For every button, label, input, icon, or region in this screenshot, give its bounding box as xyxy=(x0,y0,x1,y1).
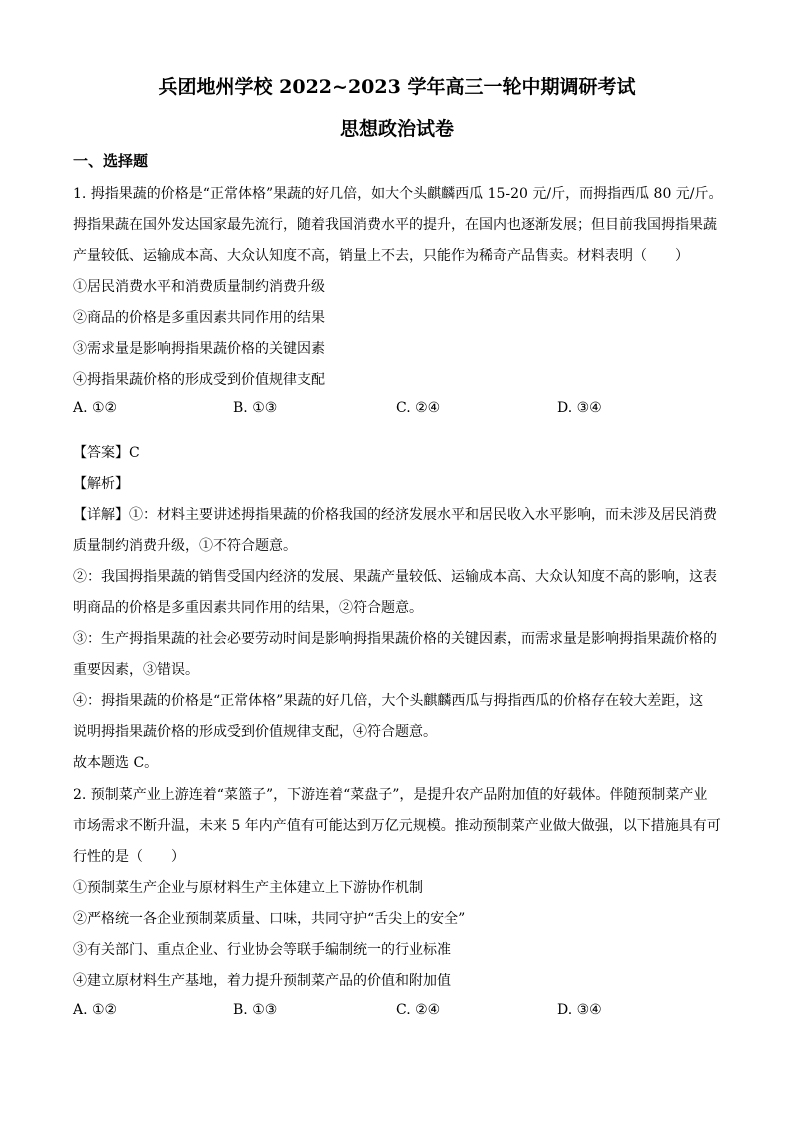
q1-detail-line: 明商品的价格是多重因素共同作用的结果，②符合题意。 xyxy=(73,600,423,616)
q1-detail-line: 【详解】①：材料主要讲述拇指果蔬的价格我国的经济发展水平和居民收入水平影响，而未涉及居民消费 xyxy=(73,507,717,523)
section-heading: 一、选择题 xyxy=(73,152,149,170)
answer-tag: 【答案】 xyxy=(73,445,129,461)
q1-detail-line: ②：我国拇指果蔬的销售受国内经济的发展、果蔬产量较低、运输成本高、大众认知度不高的影响，这表 xyxy=(73,569,717,585)
q2-statement: ④建立原材料生产基地，着力提升预制菜产品的价值和附加值 xyxy=(73,973,451,989)
q2-line: 市场需求不断升温，未来 5 年内产值有可能达到万亿元规模。推动预制菜产业做大做强，以下措施具有可 xyxy=(73,818,721,834)
q1-answer xyxy=(73,442,140,462)
q2-statement: ①预制菜生产企业与原材料生产主体建立上下游协作机制 xyxy=(73,880,423,896)
q1-conclusion: 故本题选 C。 xyxy=(73,755,159,771)
q2-option-c: C. ②④ xyxy=(396,1002,441,1018)
q2-statement: ②严格统一各企业预制菜质量、口味，共同守护“舌尖上的安全” xyxy=(73,911,466,927)
q1-detail-line: ③：生产拇指果蔬的社会必要劳动时间是影响拇指果蔬价格的关键因素，而需求量是影响拇指果蔬价格的 xyxy=(73,631,717,647)
answer-value: C xyxy=(129,445,140,461)
q1-option-d: D. ③④ xyxy=(557,400,602,416)
q1-option-c: C. ②④ xyxy=(396,400,441,416)
q1-detail-line: ④：拇指果蔬的价格是“正常体格”果蔬的好几倍，大个头麒麟西瓜与拇指西瓜的价格存在较大差距，这 xyxy=(73,693,704,709)
q2-option-a: A. ①② xyxy=(73,1002,118,1018)
q1-statement: ①居民消费水平和消费质量制约消费升级 xyxy=(73,279,325,295)
exam-title: 兵团地州学校 2022~2023 学年高三一轮中期调研考试 xyxy=(158,76,636,98)
q1-option-a: A. ①② xyxy=(73,400,118,416)
q1-detail-line: 说明拇指果蔬价格的形成受到价值规律支配，④符合题意。 xyxy=(73,724,437,740)
q1-analysis-tag: 【解析】 xyxy=(73,476,129,492)
q1-detail-line: 重要因素，③错误。 xyxy=(73,662,199,678)
q2-line: 行性的是（ ） xyxy=(73,849,185,865)
q2-option-d: D. ③④ xyxy=(557,1002,602,1018)
q2-statement: ③有关部门、重点企业、行业协会等联手编制统一的行业标准 xyxy=(73,942,451,958)
exam-subtitle: 思想政治试卷 xyxy=(339,118,454,140)
q2-option-b: B. ①③ xyxy=(233,1002,278,1018)
q1-line: 拇指果蔬在国外发达国家最先流行，随着我国消费水平的提升，在国内也逐渐发展；但目前我国拇指果蔬 xyxy=(73,217,717,233)
q2-line: 2. 预制菜产业上游连着“菜篮子”，下游连着“菜盘子”，是提升农产品附加值的好载体。伴随预制菜产业 xyxy=(73,787,708,803)
q1-line: 1. 拇指果蔬的价格是“正常体格”果蔬的好几倍，如大个头麒麟西瓜 15-20 元/斤，而拇指西瓜 80 元/斤。 xyxy=(73,186,723,202)
q1-statement: ③需求量是影响拇指果蔬价格的关键因素 xyxy=(73,341,325,357)
q1-line: 产量较低、运输成本高、大众认知度不高，销量上不去，只能作为稀奇产品售卖。材料表明（ ） xyxy=(73,248,689,264)
q1-detail-line: 质量制约消费升级，①不符合题意。 xyxy=(73,538,297,554)
q1-statement: ②商品的价格是多重因素共同作用的结果 xyxy=(73,310,325,326)
q1-option-b: B. ①③ xyxy=(233,400,278,416)
q1-statement: ④拇指果蔬价格的形成受到价值规律支配 xyxy=(73,372,325,388)
